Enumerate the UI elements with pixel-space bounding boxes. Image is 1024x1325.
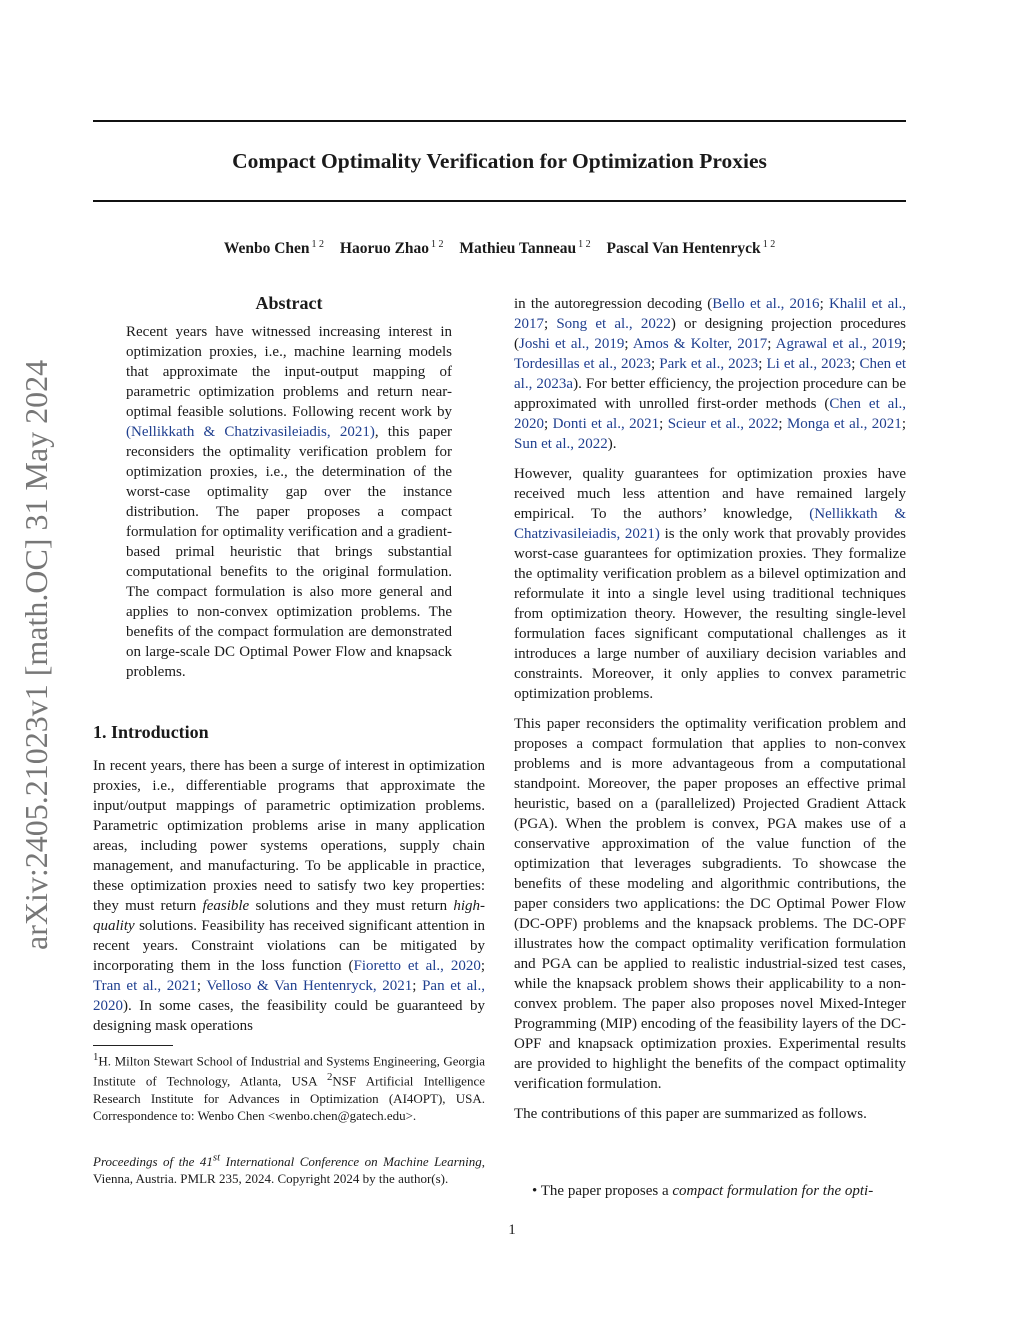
proceedings-text: Proceedings of the 41	[93, 1154, 213, 1170]
paragraph: The contributions of this paper are summarized as follows.	[514, 1106, 867, 1122]
author-list	[93, 234, 906, 260]
footnote-affiliations	[93, 1049, 485, 1124]
emphasis-text: feasible	[202, 898, 250, 914]
author	[224, 240, 324, 257]
citation-link[interactable]: Chen et al., 2020	[514, 396, 906, 432]
citation-link[interactable]: Li et al., 2023	[766, 356, 852, 372]
abstract-heading: Abstract	[255, 293, 323, 313]
citation-link[interactable]: Joshi et al., 2019	[519, 336, 625, 352]
proceedings-text: , Vienna, Austria. PMLR 235, 2024. Copyright 2024 by the author(s).	[93, 1154, 485, 1187]
footnote-marker: 2	[326, 1071, 333, 1084]
emphasis-text: high-quality	[93, 898, 485, 934]
separator: ;	[778, 416, 787, 432]
separator: ;	[412, 978, 423, 994]
body-text: ).	[607, 436, 617, 452]
separator: ;	[758, 356, 767, 372]
separator: ;	[544, 316, 557, 332]
separator: ;	[901, 336, 907, 352]
footnote-rule	[93, 1045, 173, 1046]
citation-link[interactable]: (Nellikkath & Chatzivasileiadis, 2021)	[126, 424, 375, 440]
intro-paragraph	[93, 756, 485, 1036]
citation-link[interactable]: (Nellikkath & Chatzivasileiadis, 2021)	[514, 506, 907, 542]
author-name: Wenbo Chen	[223, 240, 310, 258]
footnote-proceedings	[93, 1150, 485, 1187]
title-rule	[93, 200, 906, 202]
citation-link[interactable]: Khalil et al., 2017	[514, 296, 906, 332]
citation-link[interactable]: Song et al., 2022	[556, 316, 671, 332]
citation-link[interactable]: Park et al., 2023	[659, 356, 759, 372]
page-number: 1	[508, 1222, 516, 1238]
author	[340, 240, 444, 257]
author-affiliation: 1 2	[578, 239, 591, 250]
contribution-bullet	[532, 1181, 873, 1201]
citation-link[interactable]: Scieur et al., 2022	[667, 416, 779, 432]
separator: ;	[544, 416, 553, 432]
arxiv-sidebar-id: arXiv:2405.21023v1 [math.OC] 31 May 2024	[18, 359, 54, 950]
footnote-text: NSF Artificial Intelligence Research Institute for Advances in Optimization (AI4OPT), USA. Correspondence to: Wenbo Chen <wenbo.chen@gatech.edu>.	[93, 1073, 485, 1123]
separator: ;	[851, 356, 860, 372]
abstract-body	[126, 322, 452, 682]
citation-link[interactable]: Fioretto et al., 2020	[353, 958, 481, 974]
author-affiliation: 1 2	[431, 239, 444, 250]
ordinal-suffix: st	[212, 1152, 221, 1164]
citation-link[interactable]: Sun et al., 2022	[514, 436, 608, 452]
bullet-marker: •	[532, 1183, 538, 1199]
citation-link[interactable]: Monga et al., 2021	[786, 416, 902, 432]
body-text: is the only work that provably provides worst-case guarantees for optimization proxies. They formalize the optimality verification problem as a bilevel optimization and reformulate it into a single level using traditional techniques from optimization theory. However, the resulting single-level formulation faces significant computational challenges as it introduces a large number of auxiliary decision variables and constraints. Moreover, it only applies to convex parametric optimization problems.	[514, 526, 907, 702]
citation-link[interactable]: Pan et al., 2020	[93, 978, 485, 1014]
abstract-text: , this paper reconsiders the optimality verification problem for optimization proxies, i.e., the determination of the worst-case optimality gap over the instance distribution. The paper proposes a compact formulation for optimality verification and a gradient-based primal heuristic that brings substantial computational benefits to the original formulation. The compact formulation is also more general and applies to non-convex optimization problems. The benefits of the compact formulation are demonstrated on large-scale DC Optimal Power Flow and knapsack problems.	[126, 424, 453, 680]
separator: ;	[480, 958, 485, 974]
body-text: However, quality guarantees for optimization proxies have received much less attention and have remained largely empirical. To the authors’ knowledge,	[514, 466, 906, 522]
right-column	[514, 294, 906, 1124]
author-name: Haoruo Zhao	[339, 240, 430, 258]
citation-link[interactable]: Chen et al., 2023a	[514, 356, 907, 392]
separator: ;	[651, 356, 660, 372]
separator: ;	[901, 416, 906, 432]
author-affiliation: 1 2	[762, 239, 776, 250]
paper-title: Compact Optimality Verification for Optimization Proxies	[232, 149, 767, 173]
body-text: The paper proposes a	[540, 1183, 673, 1199]
top-rule	[93, 120, 906, 122]
proceedings-text: International Conference on Machine Learning	[220, 1154, 482, 1170]
separator: ;	[767, 336, 776, 352]
paragraph	[514, 464, 906, 704]
section-heading-introduction: 1. Introduction	[93, 722, 209, 742]
author-name: Mathieu Tanneau	[459, 240, 577, 258]
separator: ;	[819, 296, 829, 312]
body-text: ). For better efficiency, the projection procedure can be approximated with unrolled first-order methods (	[514, 376, 907, 412]
footnote-marker: 1	[93, 1051, 99, 1063]
body-text: ) or designing projection procedures (	[514, 316, 906, 352]
citation-link[interactable]: Tran et al., 2021	[93, 978, 197, 994]
citation-link[interactable]: Amos & Kolter, 2017	[632, 336, 768, 352]
body-text: ). In some cases, the feasibility could be guaranteed by designing mask operations	[93, 998, 485, 1034]
emphasis-text: compact formulation for the opti-	[672, 1183, 874, 1199]
paragraph: This paper reconsiders the optimality verification problem and proposes a compact formulation that applies to non-convex problems and is more advantageous from a computational standpoint. Moreover, the paper proposes an effective primal heuristic, based on a (parallelized) Projected Gradient Attack (PGA). When the problem is convex, PGA makes use of a conservative approximation of the value function of the optimization that leverages subgradients. To showcase the benefits of these modeling and algorithmic contributions, the paper considers two applications: the DC Optimal Power Flow (DC-OPF) problems and the knapsack problems. The DC-OPF illustrates how the compact optimality verification formulation and PGA can be applied to realistic industrial-sized test cases, while the knapsack problem shows their applicability to a non-convex problem. The paper also proposes novel Mixed-Integer Programming (MIP) encoding of the feasibility layers of the DC-OPF and knapsack optimization proxies. Experimental results are provided to highlight the benefits of the compact optimality verification formulation.	[514, 716, 906, 1092]
abstract-text: Recent years have witnessed increasing interest in optimization proxies, i.e., machine learning models that approximate the input-output mapping of parametric optimization problems and return near-optimal feasible solutions. Following recent work by	[126, 324, 452, 420]
separator: ;	[196, 978, 207, 994]
separator: ;	[659, 416, 668, 432]
author-affiliation: 1 2	[311, 239, 325, 250]
author-name: Pascal Van Hentenryck	[606, 240, 761, 258]
body-text: solutions and they must return	[249, 898, 454, 914]
body-text: solutions. Feasibility has received significant attention in recent years. Constraint violations can be mitigated by incorporating them in the loss function (	[93, 918, 485, 974]
body-text: In recent years, there has been a surge of interest in optimization proxies, i.e., differentiable programs that approximate the input/output mappings of parametric optimization problems. Parametric optimization problems arise in many application areas, including power systems operations, supply chain management, and manufacturing. To be applicable in practice, these optimization proxies need to satisfy two key properties: they must return	[93, 758, 485, 914]
citation-link[interactable]: Bello et al., 2016	[712, 296, 820, 312]
citation-link[interactable]: Donti et al., 2021	[552, 416, 660, 432]
paragraph	[514, 294, 906, 454]
citation-link[interactable]: Tordesillas et al., 2023	[514, 356, 652, 372]
footnote-text: H. Milton Stewart School of Industrial and Systems Engineering, Georgia Institute of Technology, Atlanta, USA	[93, 1053, 485, 1089]
author	[607, 240, 776, 257]
body-text: in the autoregression decoding (	[514, 296, 713, 312]
citation-link[interactable]: Velloso & Van Hentenryck, 2021	[206, 978, 413, 994]
author	[459, 240, 590, 257]
citation-link[interactable]: Agrawal et al., 2019	[775, 336, 902, 352]
separator: ;	[624, 336, 633, 352]
